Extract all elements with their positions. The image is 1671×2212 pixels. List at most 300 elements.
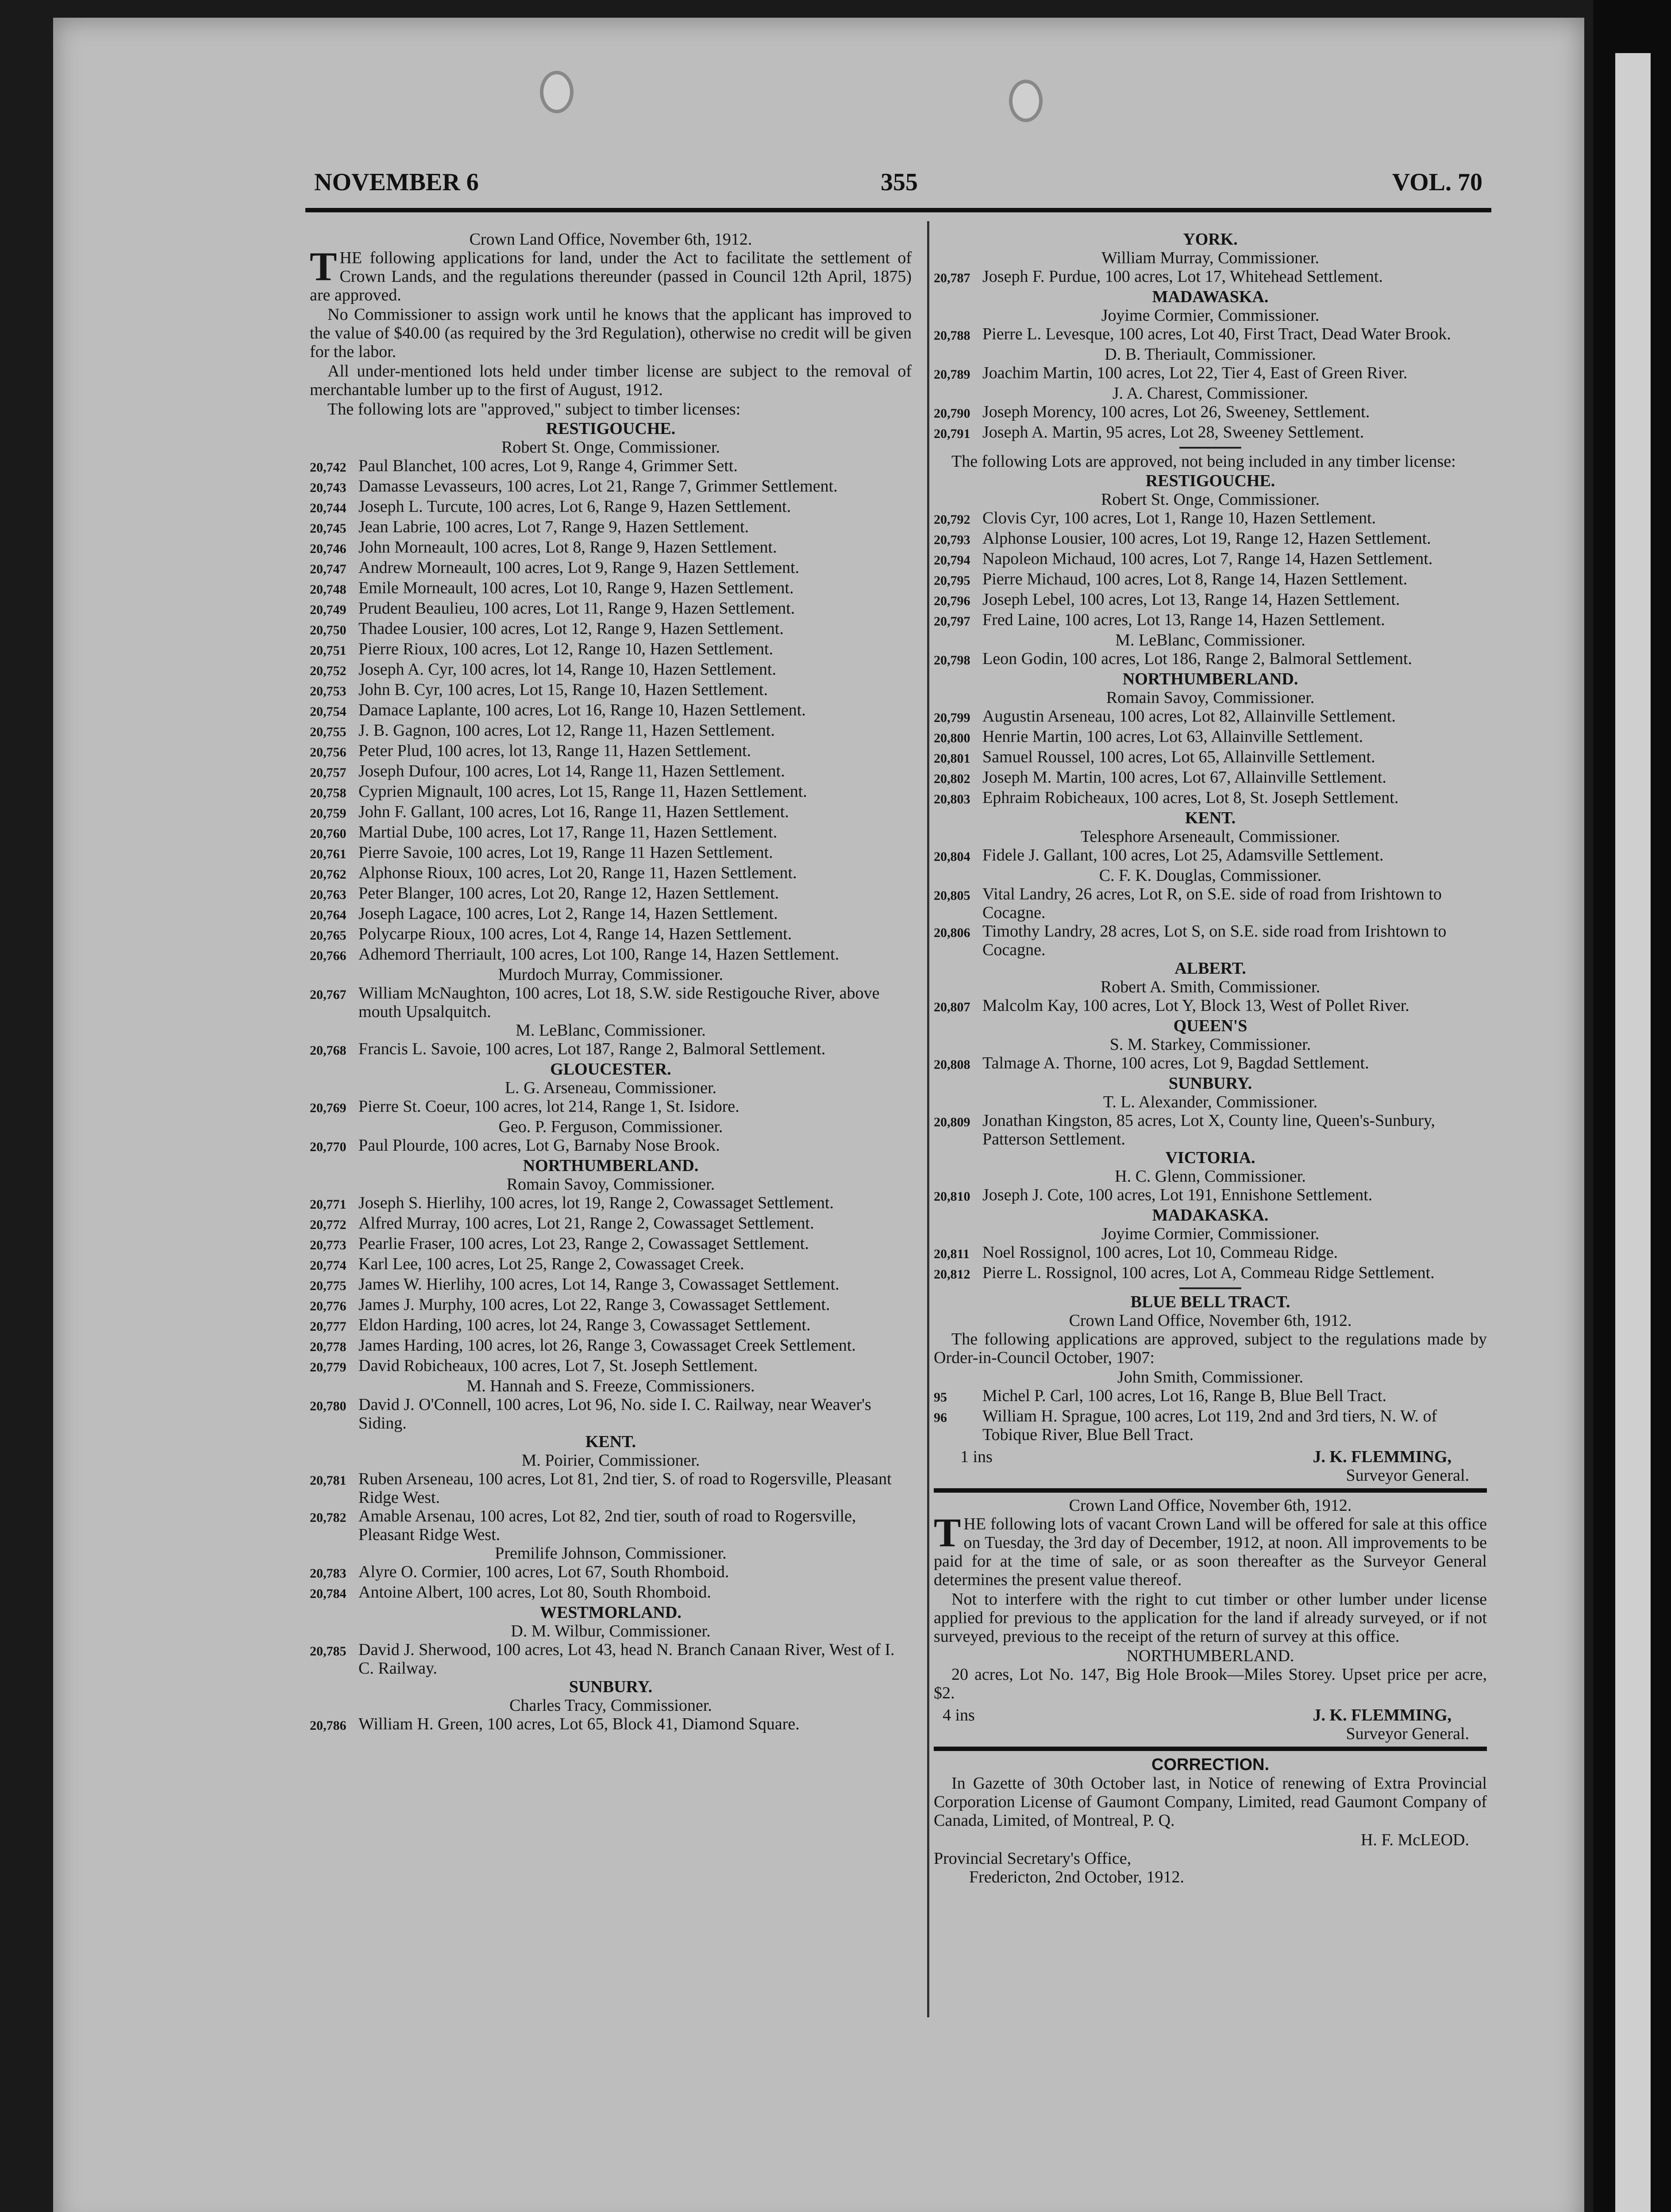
entry-text: James W. Hierlihy, 100 acres, Lot 14, Range 3, Cowassaget Settlement. [358,1275,839,1294]
list-item [934,267,1487,288]
signatory-title: Surveyor General. [1346,1466,1469,1485]
commissioner: L. G. Arseneau, Commissioner. [504,1079,717,1097]
list-item [310,925,912,945]
commissioner: M. Hannah and S. Freeze, Commissioners. [466,1377,755,1395]
entry-list [310,1194,912,1377]
insertion-count: 4 ins [943,1706,975,1724]
county-heading: NORTHUMBERLAND. [1126,1647,1294,1665]
entry-text: Eldon Harding, 100 acres, lot 24, Range 3, Cowassaget Settlement. [358,1316,811,1334]
entry-text: Joseph Morency, 100 acres, Lot 26, Sweeney, Settlement. [982,403,1370,421]
entry-text: Adhemord Therriault, 100 acres, Lot 100, Range 14, Hazen Settlement. [358,945,839,964]
entry-number: 20,804 [934,849,970,864]
entry-text: John Morneault, 100 acres, Lot 8, Range 9, Hazen Settlement. [358,538,777,557]
entry-number: 20,763 [310,887,347,902]
binding-hole [1009,80,1043,122]
entry-text: David J. Sherwood, 100 acres, Lot 43, head N. Branch Canaan River, West of I. C. Railway. [358,1640,895,1678]
commissioner: J. A. Charest, Commissioner. [1112,384,1309,403]
correction-date: Fredericton, 2nd October, 1912. [969,1868,1185,1886]
entry-list [934,509,1487,631]
list-item [310,1234,912,1255]
entry-text: Augustin Arseneau, 100 acres, Lot 82, Allainville Settlement. [982,707,1396,726]
entry-number: 20,807 [934,1000,970,1014]
entry-text: Emile Morneault, 100 acres, Lot 10, Range 9, Hazen Settlement. [358,579,794,597]
drop-cap: T [934,1510,961,1555]
entry-number: 20,791 [934,426,970,441]
notice-paragraph [934,1510,1487,1589]
county-heading: SUNBURY. [569,1678,653,1696]
entry-number: 20,799 [934,710,970,725]
entry-text: Joachim Martin, 100 acres, Lot 22, Tier 4, East of Green River. [982,364,1408,382]
notice-text: HE following lots of vacant Crown Land will be offered for sale at this office on Tuesday, the 3rd day of December, 1912, at noon. All improvements to be paid for at the time of sale, or as soon thereafter as the Surveyor General determines the present value thereof. [934,1515,1487,1589]
commissioner: Murdoch Murray, Commissioner. [498,965,724,984]
list-item [310,843,912,864]
list-item [310,701,912,721]
list-item [310,1356,912,1377]
entry-number: 20,792 [934,512,970,527]
list-item [934,1186,1487,1206]
entry-text: Pierre L. Rossignol, 100 acres, Lot A, Commeau Ridge Settlement. [982,1263,1435,1282]
notice-paragraph: All under-mentioned lots held under timber license are subject to the removal of merchantable lumber up to the first of August, 1912. [310,362,912,399]
list-item [934,846,1487,866]
commissioner: Robert St. Onge, Commissioner. [501,438,720,457]
next-page-edge [1593,0,1671,2212]
list-item [934,727,1487,748]
list-item [310,721,912,741]
entry-text: Andrew Morneault, 100 acres, Lot 9, Range 9, Hazen Settlement. [358,558,800,577]
entry-text: Prudent Beaulieu, 100 acres, Lot 11, Range 9, Hazen Settlement. [358,599,795,618]
list-item [934,364,1487,384]
entry-text: Polycarpe Rioux, 100 acres, Lot 4, Range 14, Hazen Settlement. [358,925,792,943]
entry-text: Alphonse Lousier, 100 acres, Lot 19, Range 12, Hazen Settlement. [982,529,1431,548]
entry-number: 20,788 [934,328,970,343]
entry-number: 20,765 [310,928,347,943]
entry-list [934,707,1487,809]
commissioner: Romain Savoy, Commissioner. [1106,688,1315,707]
entry-number: 20,747 [310,562,347,576]
entry-text: Pearlie Fraser, 100 acres, Lot 23, Range 2, Cowassaget Settlement. [358,1234,809,1253]
list-item [310,904,912,925]
entry-text: David Robicheaux, 100 acres, Lot 7, St. Joseph Settlement. [358,1356,758,1375]
list-item [310,945,912,965]
entry-number: 20,778 [310,1340,347,1354]
entry-number: 20,769 [310,1101,347,1115]
list-item [310,1275,912,1295]
entry-number: 20,806 [934,926,970,940]
entry-number: 20,787 [934,271,970,285]
list-item [934,325,1487,345]
right-column [934,230,1487,1886]
entry-text: Pierre Rioux, 100 acres, Lot 12, Range 10, Hazen Settlement. [358,640,774,658]
entry-number: 20,760 [310,826,347,841]
entry-text: Fred Laine, 100 acres, Lot 13, Range 14, Hazen Settlement. [982,611,1385,629]
county-heading: KENT. [1185,809,1236,827]
county-heading: SUNBURY. [1168,1074,1252,1093]
entry-text: Peter Blanger, 100 acres, Lot 20, Range 12, Hazen Settlement. [358,884,779,902]
county-heading: QUEEN'S [1173,1017,1247,1035]
list-item [934,1111,1487,1148]
list-item [934,590,1487,611]
commissioner: C. F. K. Douglas, Commissioner. [1099,866,1322,885]
list-item [934,611,1487,631]
left-column [310,230,912,1735]
entry-text: Alyre O. Cormier, 100 acres, Lot 67, South Rhomboid. [358,1563,729,1581]
entry-number: 20,771 [310,1197,347,1212]
entry-number: 20,767 [310,987,347,1002]
entry-text: William McNaughton, 100 acres, Lot 18, S.W. side Restigouche River, above mouth Upsalquitch. [358,984,880,1021]
entry-text: Leon Godin, 100 acres, Lot 186, Range 2, Balmoral Settlement. [982,649,1412,668]
entry-text: J. B. Gagnon, 100 acres, Lot 12, Range 11, Hazen Settlement. [358,721,775,740]
list-item [934,549,1487,570]
commissioner: H. C. Glenn, Commissioner. [1115,1167,1306,1186]
entry-text: Paul Blanchet, 100 acres, Lot 9, Range 4, Grimmer Sett. [358,457,738,475]
commissioner: Romain Savoy, Commissioner. [506,1175,715,1194]
page-number: 355 [881,169,918,196]
list-item [310,619,912,640]
notice-paragraph: The following lots are "approved," subject to timber licenses: [327,400,741,419]
entry-text: William H. Green, 100 acres, Lot 65, Block 41, Diamond Square. [358,1715,800,1733]
entry-number: 20,798 [934,653,970,668]
list-item [310,762,912,782]
entry-text: Joseph L. Turcute, 100 acres, Lot 6, Range 9, Hazen Settlement. [358,497,791,516]
notice-heading: Crown Land Office, November 6th, 1912. [469,230,752,249]
entry-list [310,457,912,965]
notice-paragraph: The following Lots are approved, not being included in any timber license: [951,452,1456,471]
list-item [934,996,1487,1017]
list-item [310,1136,912,1156]
entry-text: Pierre L. Levesque, 100 acres, Lot 40, First Tract, Dead Water Brook. [982,325,1451,343]
county-heading: RESTIGOUCHE. [1145,472,1275,490]
entry-number: 20,749 [310,603,347,617]
list-item [310,741,912,762]
entry-text: Alphonse Rioux, 100 acres, Lot 20, Range 11, Hazen Settlement. [358,864,797,882]
office-dateline: Crown Land Office, November 6th, 1912. [1069,1496,1352,1515]
list-item [934,423,1487,443]
commissioner: John Smith, Commissioner. [1117,1368,1304,1386]
list-item [310,518,912,538]
list-item [310,1194,912,1214]
list-item [310,599,912,619]
entry-number: 20,776 [310,1299,347,1313]
entry-number: 20,746 [310,541,347,556]
list-item [934,509,1487,529]
list-item [934,570,1487,590]
list-item [310,579,912,599]
drop-cap: T [310,244,337,289]
entry-number: 20,795 [934,573,970,588]
divider [1179,447,1241,449]
commissioner: D. M. Wilbur, Commissioner. [511,1622,711,1640]
list-item [310,884,912,904]
list-item [310,1316,912,1336]
entry-number: 20,758 [310,786,347,800]
list-item [310,1097,912,1118]
entry-text: William H. Sprague, 100 acres, Lot 119, 2nd and 3rd tiers, N. W. of Tobique River, Blue Bell Tract. [982,1407,1437,1444]
entry-number: 20,751 [310,643,347,658]
entry-text: Cyprien Mignault, 100 acres, Lot 15, Range 11, Hazen Settlement. [358,782,807,801]
county-heading: YORK. [1183,230,1238,249]
entry-number: 20,797 [934,614,970,629]
list-item [934,403,1487,423]
correction-signature: H. F. McLEOD. [1361,1831,1469,1849]
list-item [310,660,912,680]
entry-text: John F. Gallant, 100 acres, Lot 16, Range 11, Hazen Settlement. [358,803,789,821]
signatory-title: Surveyor General. [1346,1724,1469,1743]
entry-number: 20,780 [310,1399,347,1413]
entry-number: 20,808 [934,1057,970,1072]
entry-number: 20,781 [310,1473,347,1488]
entry-text: Damace Laplante, 100 acres, Lot 16, Range 10, Hazen Settlement. [358,701,806,719]
entry-number: 20,783 [310,1566,347,1581]
volume-number: VOL. 70 [1392,169,1482,196]
list-item [934,885,1487,922]
list-item [310,1214,912,1234]
list-item [310,477,912,497]
county-heading: RESTIGOUCHE. [546,419,676,438]
entry-number: 20,774 [310,1258,347,1273]
entry-text: Talmage A. Thorne, 100 acres, Lot 9, Bagdad Settlement. [982,1054,1369,1072]
correction-office: Provincial Secretary's Office, [934,1849,1132,1868]
entry-text: James J. Murphy, 100 acres, Lot 22, Range 3, Cowassaget Settlement. [358,1295,830,1314]
list-item [310,803,912,823]
commissioner: M. LeBlanc, Commissioner. [516,1021,706,1040]
commissioner: Robert St. Onge, Commissioner. [1101,490,1320,509]
list-item [934,1054,1487,1074]
county-heading: VICTORIA. [1165,1148,1255,1167]
notice-paragraph: No Commissioner to assign work until he knows that the applicant has improved to the value of $40.00 (as required by the 3rd Regulation), otherwise no credit will be given for the labor. [310,305,912,361]
notice-paragraph: The following applications are approved, subject to the regulations made by Order-in-Council October, 1907: [934,1330,1487,1367]
entry-number: 20,768 [310,1043,347,1058]
list-item [310,1470,912,1507]
entry-number: 96 [934,1410,947,1425]
list-item [934,922,1487,959]
entry-number: 20,748 [310,582,347,597]
county-heading: WESTMORLAND. [540,1603,681,1622]
entry-text: Damasse Levasseurs, 100 acres, Lot 21, Range 7, Grimmer Settlement. [358,477,838,495]
list-item [934,748,1487,768]
next-page-strip [1615,53,1651,2212]
list-item [310,1583,912,1603]
county-heading: MADAKASKA. [1152,1206,1269,1225]
entry-text: Joseph M. Martin, 100 acres, Lot 67, Allainville Settlement. [982,768,1386,787]
list-item [310,1563,912,1583]
commissioner: Premilife Johnson, Commissioner. [495,1544,727,1563]
commissioner: Robert A. Smith, Commissioner. [1100,978,1321,996]
entry-text: Joseph J. Cote, 100 acres, Lot 191, Ennishone Settlement. [982,1186,1373,1204]
list-item [934,1407,1487,1444]
list-item [310,1255,912,1275]
entry-number: 20,753 [310,684,347,699]
entry-number: 20,757 [310,765,347,780]
commissioner: T. L. Alexander, Commissioner. [1103,1093,1318,1111]
section-rule [934,1488,1487,1493]
notice-text: HE following applications for land, under the Act to facilitate the settlement of Crown Lands, and the regulations thereunder (passed in Council 12th April, 1875) are approved. [310,249,912,304]
entry-text: Fidele J. Gallant, 100 acres, Lot 25, Adamsville Settlement. [982,846,1384,864]
entry-text: Francis L. Savoie, 100 acres, Lot 187, Range 2, Balmoral Settlement. [358,1040,826,1058]
entry-number: 20,772 [310,1217,347,1232]
entry-text: Amable Arsenau, 100 acres, Lot 82, 2nd tier, south of road to Rogersville, Pleasant Ridge West. [358,1507,856,1544]
entry-number: 20,742 [310,460,347,475]
commissioner: M. Poirier, Commissioner. [521,1451,700,1470]
county-heading: NORTHUMBERLAND. [1122,670,1298,688]
entry-number: 20,782 [310,1510,347,1525]
column-divider [927,221,929,2017]
county-heading: NORTHUMBERLAND. [523,1156,699,1175]
entry-number: 20,811 [934,1247,970,1261]
entry-text: Michel P. Carl, 100 acres, Lot 16, Range B, Blue Bell Tract. [982,1386,1386,1405]
entry-text: Joseph Dufour, 100 acres, Lot 14, Range 11, Hazen Settlement. [358,762,785,780]
list-item [310,1336,912,1356]
list-item [934,788,1487,809]
list-item [310,1640,912,1678]
insertion-count: 1 ins [960,1448,993,1466]
entry-number: 20,775 [310,1279,347,1293]
list-item [310,497,912,518]
entry-number: 20,754 [310,704,347,719]
list-item [310,538,912,558]
signature-block [934,1448,1487,1466]
entry-number: 20,784 [310,1586,347,1601]
section-rule [934,1747,1487,1751]
list-item [310,864,912,884]
entry-text: Vital Landry, 26 acres, Lot R, on S.E. side of road from Irishtown to Cocagne. [982,885,1442,922]
entry-number: 20,745 [310,521,347,536]
entry-text: David J. O'Connell, 100 acres, Lot 96, No. side I. C. Railway, near Weaver's Siding. [358,1395,871,1432]
entry-text: Joseph F. Purdue, 100 acres, Lot 17, Whitehead Settlement. [982,267,1383,286]
list-item [934,1263,1487,1284]
entry-text: Ruben Arseneau, 100 acres, Lot 81, 2nd tier, S. of road to Rogersville, Pleasant Ridge West. [358,1470,892,1507]
entry-text: Malcolm Kay, 100 acres, Lot Y, Block 13, West of Pollet River. [982,996,1409,1015]
list-item [934,707,1487,727]
entry-number: 20,770 [310,1140,347,1154]
list-item [310,984,912,1021]
entry-number: 20,794 [934,553,970,568]
commissioner: S. M. Starkey, Commissioner. [1109,1035,1311,1054]
entry-text: Karl Lee, 100 acres, Lot 25, Range 2, Cowassaget Creek. [358,1255,744,1273]
signatory-name: J. K. FLEMMING, [1313,1706,1452,1724]
correction-text: In Gazette of 30th October last, in Notice of renewing of Extra Provincial Corporation License of Gaumont Company, Limited, read Gaumont Company of Canada, Limited, of Montreal, P. Q. [934,1774,1487,1830]
entry-number: 20,777 [310,1319,347,1334]
entry-number: 95 [934,1390,947,1405]
county-heading: GLOUCESTER. [550,1060,671,1079]
entry-number: 20,800 [934,731,970,745]
list-item [934,768,1487,788]
entry-number: 20,779 [310,1360,347,1375]
commissioner: Joyime Cormier, Commissioner. [1101,1225,1320,1243]
correction-heading: CORRECTION. [1151,1755,1269,1774]
notice-paragraph [310,244,912,304]
entry-text: Thadee Lousier, 100 acres, Lot 12, Range 9, Hazen Settlement. [358,619,784,638]
list-item [934,1386,1487,1407]
entry-text: Clovis Cyr, 100 acres, Lot 1, Range 10, Hazen Settlement. [982,509,1376,527]
list-item [310,558,912,579]
list-item [310,823,912,843]
list-item [310,640,912,660]
entry-number: 20,809 [934,1115,970,1129]
entry-text: Joseph A. Martin, 95 acres, Lot 28, Sweeney Settlement. [982,423,1364,442]
county-heading: ALBERT. [1174,959,1246,978]
entry-number: 20,759 [310,806,347,821]
entry-text: Alfred Murray, 100 acres, Lot 21, Range 2, Cowassaget Settlement. [358,1214,814,1233]
entry-number: 20,764 [310,908,347,922]
binding-hole [540,71,574,113]
entry-text: Joseph Lagace, 100 acres, Lot 2, Range 14, Hazen Settlement. [358,904,778,923]
office-dateline: Crown Land Office, November 6th, 1912. [1069,1311,1352,1330]
page-header [314,164,1482,204]
section-heading: BLUE BELL TRACT. [1130,1293,1290,1311]
entry-number: 20,744 [310,501,347,515]
header-date: NOVEMBER 6 [314,169,479,196]
entry-text: Jean Labrie, 100 acres, Lot 7, Range 9, Hazen Settlement. [358,518,749,536]
entry-number: 20,756 [310,745,347,760]
entry-number: 20,793 [934,533,970,547]
list-item [310,1715,912,1735]
county-heading: KENT. [585,1432,636,1451]
entry-number: 20,766 [310,949,347,963]
entry-number: 20,752 [310,664,347,678]
signatory-name: J. K. FLEMMING, [1313,1448,1452,1466]
entry-number: 20,743 [310,480,347,495]
entry-text: Antoine Albert, 100 acres, Lot 80, South Rhomboid. [358,1583,711,1601]
entry-number: 20,803 [934,792,970,806]
entry-number: 20,805 [934,888,970,903]
list-item [934,1243,1487,1263]
commissioner: M. LeBlanc, Commissioner. [1115,631,1305,649]
notice-paragraph: Not to interfere with the right to cut timber or other lumber under license applied for previous to the application for the land if already surveyed, or if not surveyed, previous to the receipt of the return of survey at this office. [934,1590,1487,1646]
entry-text: Joseph S. Hierlihy, 100 acres, lot 19, Range 2, Cowassaget Settlement. [358,1194,834,1212]
county-heading: MADAWASKA. [1152,288,1269,306]
commissioner: Joyime Cormier, Commissioner. [1101,306,1320,325]
entry-number: 20,785 [310,1644,347,1659]
entry-text: Pierre St. Coeur, 100 acres, lot 214, Range 1, St. Isidore. [358,1097,739,1116]
signature-block [934,1706,1487,1724]
list-item [934,649,1487,670]
entry-text: Napoleon Michaud, 100 acres, Lot 7, Range 14, Hazen Settlement. [982,549,1433,568]
entry-number: 20,755 [310,725,347,739]
commissioner: Geo. P. Ferguson, Commissioner. [498,1118,723,1136]
entry-number: 20,802 [934,772,970,786]
entry-text: Pierre Michaud, 100 acres, Lot 8, Range 14, Hazen Settlement. [982,570,1408,588]
entry-text: Joseph Lebel, 100 acres, Lot 13, Range 14, Hazen Settlement. [982,590,1400,609]
divider [1179,1287,1241,1289]
entry-text: John B. Cyr, 100 acres, Lot 15, Range 10, Hazen Settlement. [358,680,768,699]
header-rule [305,208,1491,212]
sale-entry: 20 acres, Lot No. 147, Big Hole Brook—Miles Storey. Upset price per acre, $2. [934,1665,1487,1702]
entry-text: James Harding, 100 acres, lot 26, Range 3, Cowassaget Creek Settlement. [358,1336,856,1355]
entry-text: Joseph A. Cyr, 100 acres, lot 14, Range 10, Hazen Settlement. [358,660,777,679]
list-item [934,529,1487,549]
entry-text: Martial Dube, 100 acres, Lot 17, Range 11, Hazen Settlement. [358,823,778,841]
entry-text: Timothy Landry, 28 acres, Lot S, on S.E. side road from Irishtown to Cocagne. [982,922,1447,959]
list-item [310,1507,912,1544]
commissioner: William Murray, Commissioner. [1101,249,1320,267]
entry-text: Samuel Roussel, 100 acres, Lot 65, Allainville Settlement. [982,748,1375,766]
list-item [310,680,912,701]
list-item [310,1040,912,1060]
entry-number: 20,786 [310,1718,347,1733]
entry-text: Jonathan Kingston, 85 acres, Lot X, County line, Queen's-Sunbury, Patterson Settlement. [982,1111,1435,1148]
entry-number: 20,761 [310,847,347,861]
entry-number: 20,796 [934,594,970,608]
commissioner: Telesphore Arseneault, Commissioner. [1080,827,1340,846]
entry-number: 20,790 [934,406,970,421]
entry-text: Noel Rossignol, 100 acres, Lot 10, Commeau Ridge. [982,1243,1338,1262]
entry-text: Paul Plourde, 100 acres, Lot G, Barnaby Nose Brook. [358,1136,720,1155]
entry-number: 20,812 [934,1267,970,1282]
entry-number: 20,762 [310,867,347,882]
entry-number: 20,789 [934,367,970,382]
list-item [310,1395,912,1432]
commissioner: Charles Tracy, Commissioner. [509,1696,712,1715]
